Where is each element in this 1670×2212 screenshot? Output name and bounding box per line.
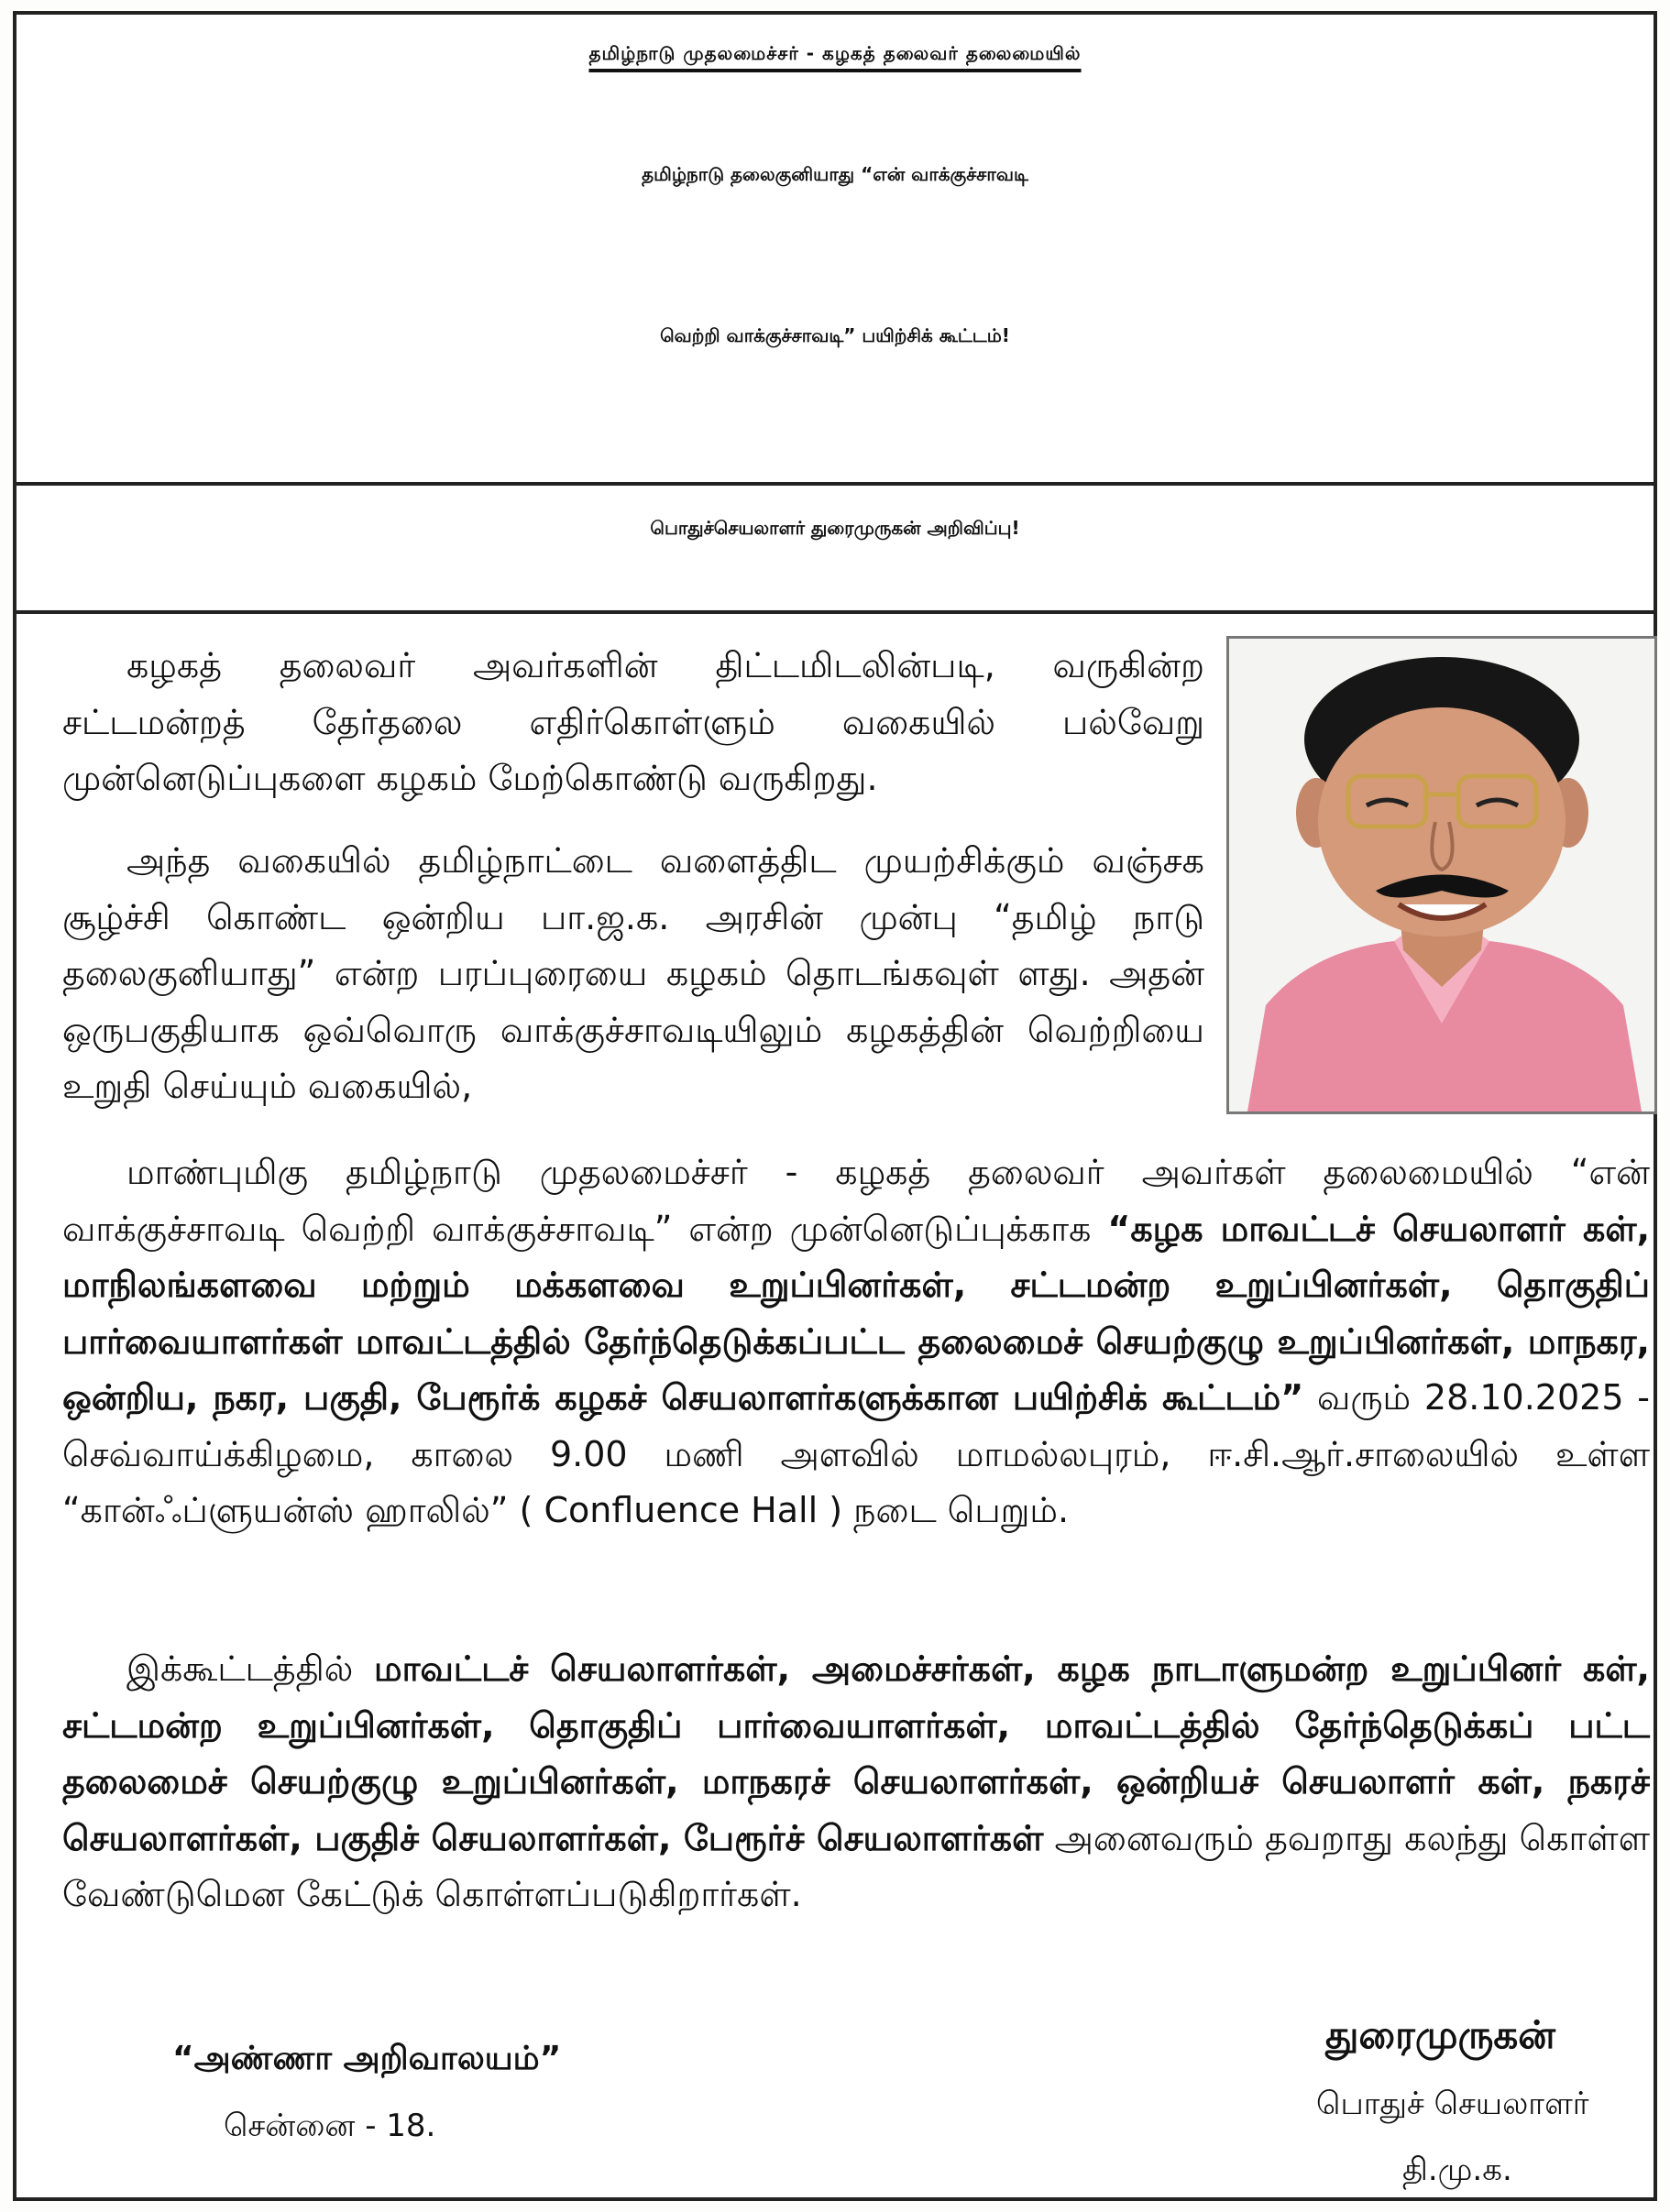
paragraph-1: கழகத் தலைவர் அவர்களின் திட்டமிடலின்படி, வருகின்ற சட்டமன்றத் தேர்தலை எதிர்கொள்ளும் வகையில் பல்வேறு முன்னெடுப்புகளை கழகம் மேற்கொண்டு வருகிறது. xyxy=(62,645,1204,798)
signatory-designation: பொதுச் செயலாளர் xyxy=(1316,2086,1589,2122)
footer-place: “அண்ணா அறிவாலயம்” xyxy=(172,2040,562,2077)
paragraph-4-closing: அனைவரும் தவறாது கலந்து கொள்ள வேண்டுமென கேட்டுக் கொள்ளப்படுகிறார்கள். xyxy=(62,1817,1650,1914)
paragraph-3 xyxy=(62,1144,1650,1539)
paragraph-3-attendees: “கழக மாவட்டச் செயலாளர் கள், மாநிலங்களவை மற்றும் மக்களவை உறுப்பினர்கள், சட்டமன்ற உறுப்பினர்கள், தொகுதிப் பார்வையாளர்கள் மாவட்டத்தில் தேர்ந்தெடுக்கப்பட்ட தலைமைச் செயற்குழு உறுப்பினர்கள், மாநகர, ஒன்றிய, நகர, பகுதி, பேரூர்க் கழகச் செயலாளர்களுக்கான பயிற்சிக் கூட்டம்” xyxy=(62,1208,1651,1418)
paragraph-4 xyxy=(62,1641,1650,1923)
portrait-photo xyxy=(1226,636,1657,1114)
subtitle: பொதுச்செயலாளர் துரைமுருகன் அறிவிப்பு! xyxy=(650,517,1020,539)
divider-top xyxy=(16,482,1654,486)
announcement-frame xyxy=(13,11,1657,2201)
headline-line-2: வெற்றி வாக்குச்சாவடி” பயிற்சிக் கூட்டம்! xyxy=(660,324,1010,346)
party-name: தி.மு.க. xyxy=(1402,2152,1512,2188)
signatory-name: துரைமுருகன் xyxy=(1325,2012,1556,2057)
paragraph-3-intro: மாண்புமிகு தமிழ்நாடு முதலமைச்சர் - கழகத் தலைவர் அவர்கள் தலைமையில் “என் வாக்குச்சாவடி வெற்றி வாக்குச்சாவடி” என்ற முன்னெடுப்புக்காக xyxy=(62,1152,1650,1249)
paragraph-3-venue: வரும் 28.10.2025 - செவ்வாய்க்கிழமை, காலை 9.00 மணி அளவில் மாமல்லபுரம், ஈ.சி.ஆர்.சாலையில் உள்ள “கான்ஃப்ளுயன்ஸ் ஹாலில்” ( Confluence Hall ) நடை பெறும். xyxy=(62,1377,1650,1530)
footer-city: சென்னை - 18. xyxy=(224,2108,436,2144)
supertitle: தமிழ்நாடு முதலமைச்சர் - கழகத் தலைவர் தலைமையில் xyxy=(588,42,1082,64)
headline-line-1: தமிழ்நாடு தலைகுனியாது “என் வாக்குச்சாவடி xyxy=(642,163,1028,185)
paragraph-2: அந்த வகையில் தமிழ்நாட்டை வளைத்திட முயற்சிக்கும் வஞ்சக சூழ்ச்சி கொண்ட ஒன்றிய பா.ஜ.க. அரசின் முன்பு “தமிழ் நாடு தலைகுனியாது” என்ற பரப்புரையை கழகம் தொடங்கவுள் ளது. அதன் ஒருபகுதியாக ஒவ்வொரு வாக்குச்சாவடியிலும் கழகத்தின் வெற்றியை உறுதி செய்யும் வகையில், xyxy=(62,840,1204,1106)
paragraph-4-intro: இக்கூட்டத்தில் xyxy=(126,1648,375,1689)
divider-bottom xyxy=(16,610,1654,614)
paragraph-4-attendees: மாவட்டச் செயலாளர்கள், அமைச்சர்கள், கழக நாடாளுமன்ற உறுப்பினர் கள், சட்டமன்ற உறுப்பினர்கள், தொகுதிப் பார்வையாளர்கள், மாவட்டத்தில் தேர்ந்தெடுக்கப் பட்ட தலைமைச் செயற்குழு உறுப்பினர்கள், மாநகரச் செயலாளர்கள், ஒன்றியச் செயலாளர் கள், நகரச் செயலாளர்கள், பகுதிச் செயலாளர்கள், பேரூர்ச் செயலாளர்கள் xyxy=(62,1648,1650,1858)
portrait-image xyxy=(1229,639,1654,1111)
